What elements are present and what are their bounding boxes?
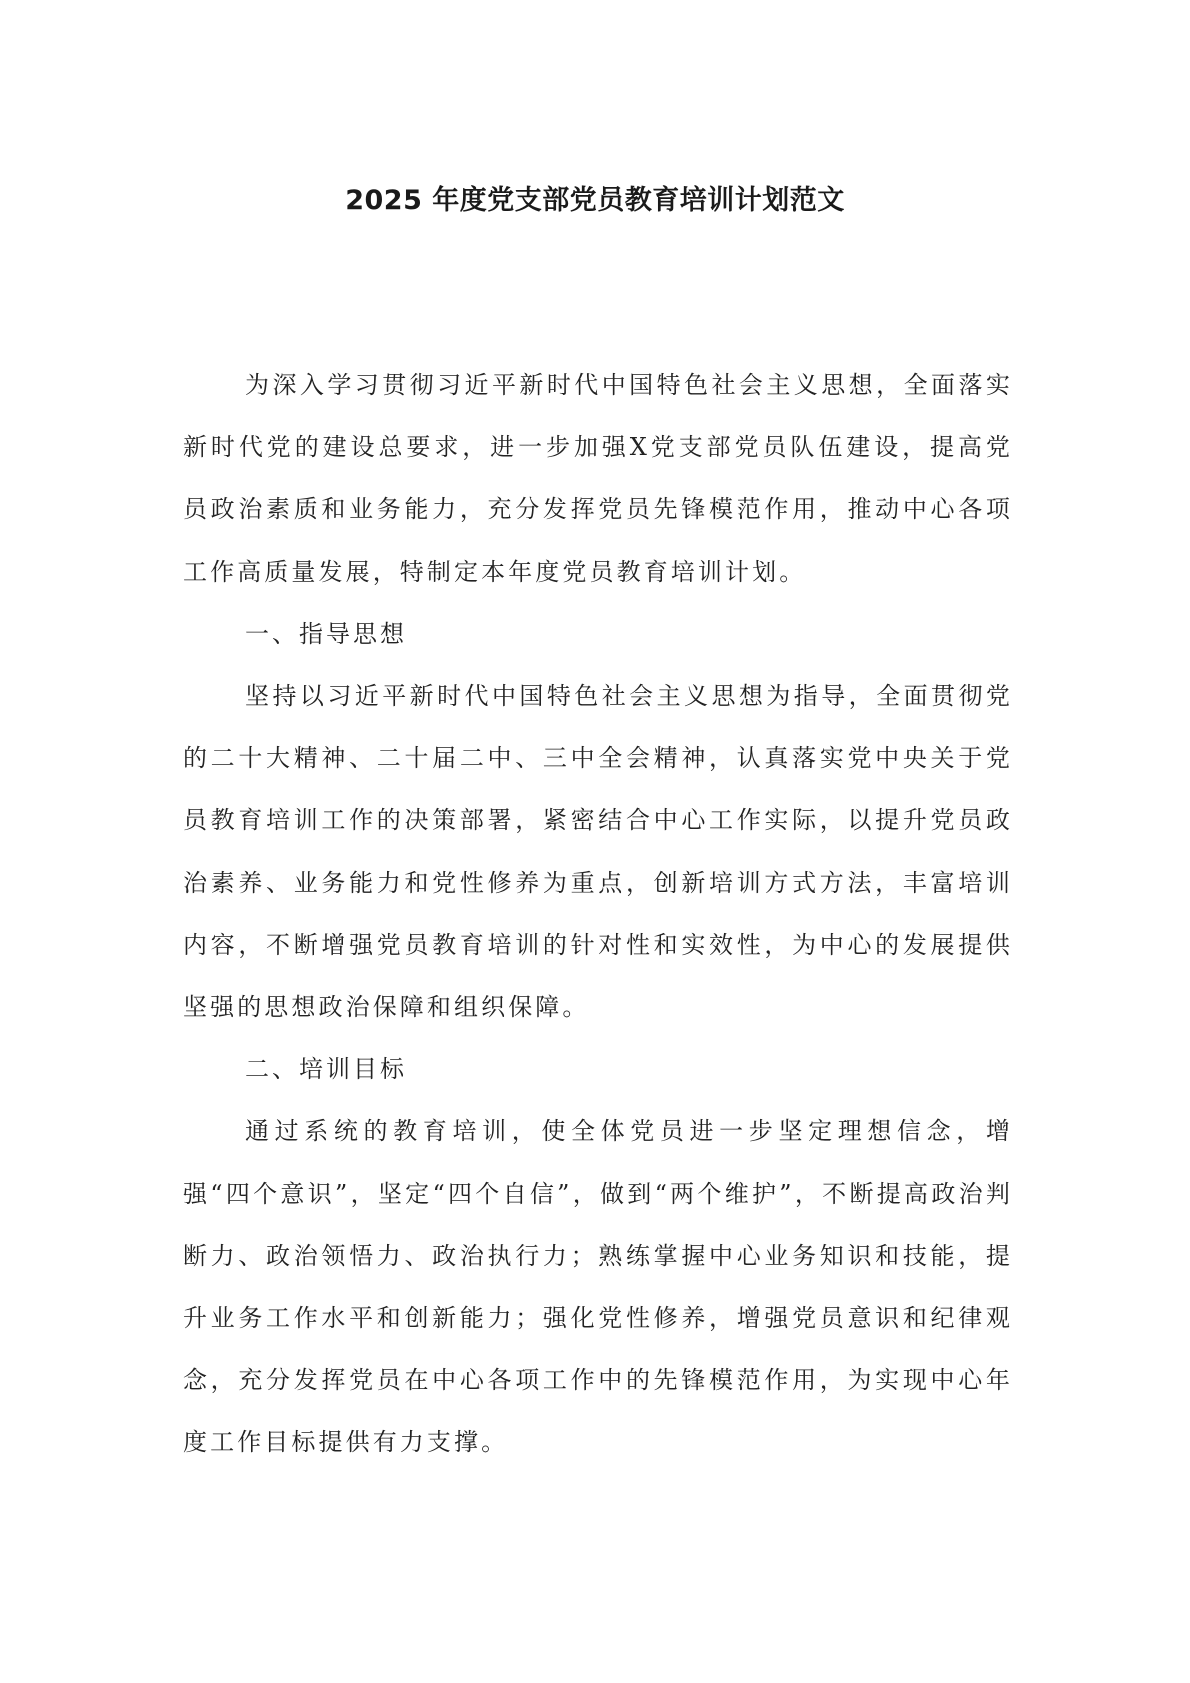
document-body: [183, 354, 1013, 1474]
section-heading-guiding-ideology: 一、指导思想: [245, 619, 407, 648]
document-title: 2025 年度党支部党员教育培训计划范文: [345, 185, 845, 216]
intro-paragraph: 为深入学习贯彻习近平新时代中国特色社会主义思想，全面落实新时代党的建设总要求，进一步加强X党支部党员队伍建设，提高党员政治素质和业务能力，充分发挥党员先锋模范作用，推动中心各项工作高质量发展，特制定本年度党员教育培训计划。: [183, 371, 1013, 586]
section-paragraph-training-goals: 通过系统的教育培训，使全体党员进一步坚定理想信念，增强“四个意识”，坚定“四个自信”，做到“两个维护”，不断提高政治判断力、政治领悟力、政治执行力；熟练掌握中心业务知识和技能，提升业务工作水平和创新能力；强化党性修养，增强党员意识和纪律观念，充分发挥党员在中心各项工作中的先锋模范作用，为实现中心年度工作目标提供有力支撑。: [183, 1117, 1013, 1457]
section-paragraph-guiding-ideology: 坚持以习近平新时代中国特色社会主义思想为指导，全面贯彻党的二十大精神、二十届二中、三中全会精神，认真落实党中央关于党员教育培训工作的决策部署，紧密结合中心工作实际，以提升党员政治素养、业务能力和党性修养为重点，创新培训方式方法，丰富培训内容，不断增强党员教育培训的针对性和实效性，为中心的发展提供坚强的思想政治保障和组织保障。: [183, 682, 1013, 1022]
section-heading-training-goals: 二、培训目标: [245, 1055, 407, 1084]
